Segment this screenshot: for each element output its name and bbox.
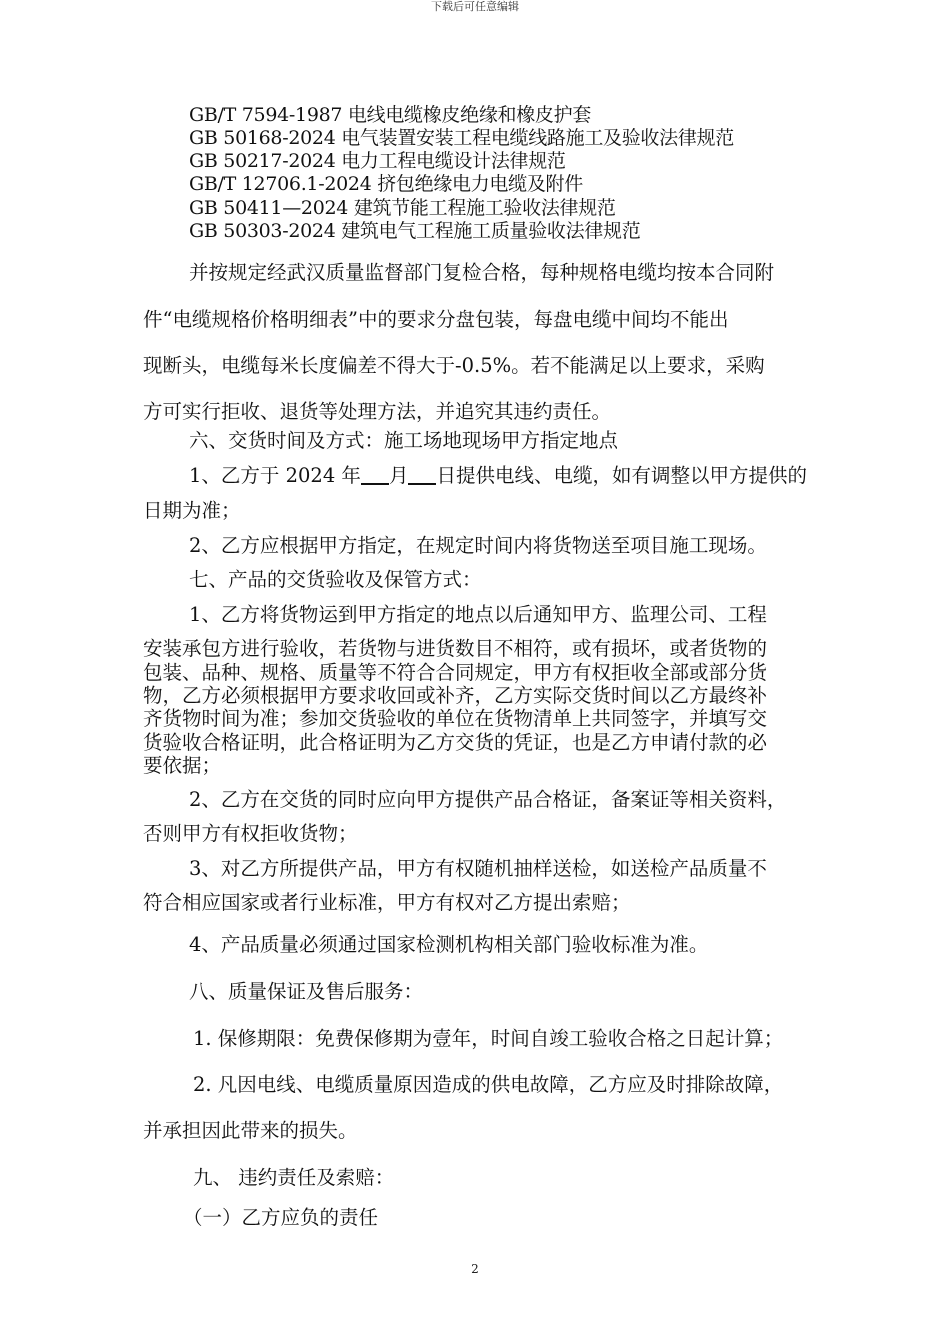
- section-title: 七、产品的交货验收及保管方式：: [189, 568, 482, 591]
- subsection-title: （一）乙方应负的责任: [183, 1206, 379, 1229]
- paragraph-line: 3、对乙方所提供产品，甲方有权随机抽样送检，如送检产品质量不: [189, 857, 767, 880]
- standard-line: GB 50411—2024 建筑节能工程施工验收法律规范: [189, 197, 616, 219]
- paragraph-line: 方可实行拒收、退货等处理方法，并追究其违约责任。: [143, 400, 612, 423]
- paragraph-line: 现断头，电缆每米长度偏差不得大于-0.5%。若不能满足以上要求，采购: [143, 354, 765, 377]
- paragraph-line: 1、乙方将货物运到甲方指定的地点以后通知甲方、监理公司、工程: [189, 603, 767, 626]
- paragraph-line: 物，乙方必须根据甲方要求收回或补齐，乙方实际交货时间以乙方最终补: [143, 684, 768, 707]
- paragraph-line: 否则甲方有权拒收货物；: [143, 822, 358, 845]
- section-title: 六、交货时间及方式：施工场地现场甲方指定地点: [189, 429, 619, 452]
- delivery-date-prefix: 1、乙方于 2024 年: [189, 464, 361, 487]
- paragraph-line: 包装、品种、规格、质量等不符合合同规定，甲方有权拒收全部或部分货: [143, 661, 768, 684]
- paragraph-line: 齐货物时间为准；参加交货验收的单位在货物清单上共同签字，并填写交: [143, 707, 768, 730]
- delivery-date-month: 月: [388, 464, 409, 487]
- paragraph-line: 安装承包方进行验收，若货物与进货数目不相符，或有损坏，或者货物的: [143, 637, 768, 660]
- paragraph-line: 2. 凡因电线、电缆质量原因造成的供电故障，乙方应及时排除故障，: [193, 1073, 784, 1096]
- standard-line: GB/T 7594-1987 电线电缆橡皮绝缘和橡皮护套: [189, 104, 592, 126]
- paragraph-line: 并承担因此带来的损失。: [143, 1119, 358, 1142]
- paragraph-line: 并按规定经武汉质量监督部门复检合格，每种规格电缆均按本合同附: [189, 261, 775, 284]
- standard-line: GB 50303-2024 建筑电气工程施工质量验收法律规范: [189, 220, 641, 242]
- paragraph-line: 2、乙方应根据甲方指定，在规定时间内将货物送至项目施工现场。: [189, 534, 767, 557]
- page-number: 2: [471, 1262, 479, 1276]
- paragraph-line: 要依据；: [143, 754, 222, 777]
- paragraph-line: 货验收合格证明，此合格证明为乙方交货的凭证，也是乙方申请付款的必: [143, 731, 768, 754]
- paragraph-line: 件“电缆规格价格明细表”中的要求分盘包装，每盘电缆中间均不能出: [143, 308, 729, 331]
- standard-line: GB 50168-2024 电气装置安装工程电缆线路施工及验收法律规范: [189, 127, 734, 149]
- standard-line: GB 50217-2024 电力工程电缆设计法律规范: [189, 150, 566, 172]
- paragraph-line: 符合相应国家或者行业标准，甲方有权对乙方提出索赔；: [143, 891, 631, 914]
- delivery-date-suffix: 日提供电线、电缆，如有调整以甲方提供的: [436, 464, 807, 487]
- day-blank: [408, 465, 436, 485]
- standard-line: GB/T 12706.1-2024 挤包绝缘电力电缆及附件: [189, 173, 583, 195]
- section-title: 九、 违约责任及索赔：: [193, 1166, 395, 1189]
- paragraph-line: 1. 保修期限：免费保修期为壹年，时间自竣工验收合格之日起计算；: [193, 1027, 784, 1050]
- paragraph-line: 2、乙方在交货的同时应向甲方提供产品合格证，备案证等相关资料，: [189, 788, 787, 811]
- month-blank: [361, 465, 389, 485]
- section-title: 八、质量保证及售后服务：: [189, 980, 424, 1003]
- paragraph-line: 日期为准；: [143, 499, 241, 522]
- paragraph-line: [189, 464, 807, 488]
- page-header: 下载后可任意编辑: [431, 0, 519, 13]
- paragraph-line: 4、产品质量必须通过国家检测机构相关部门验收标准为准。: [189, 933, 709, 956]
